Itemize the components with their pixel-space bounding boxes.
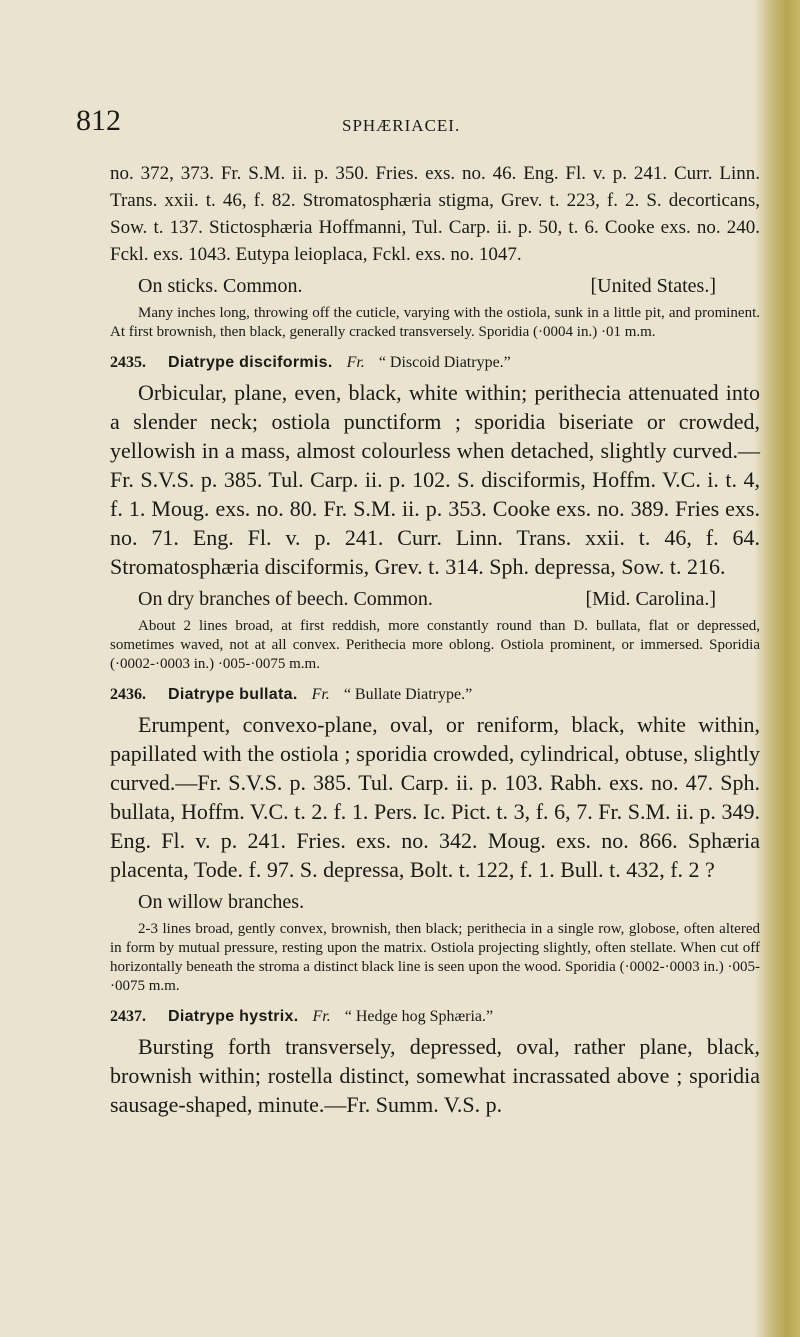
species-common-name: “ Bullate Diatrype.” [343,686,473,703]
page-edge-shadow [754,0,800,1337]
habitat-text: On dry branches of beech. Common. [138,588,433,610]
species-description: Bursting forth transversely, depressed, oval, rather plane, black, brownish within; rostella distinct, somewhat incrassated above ; sporidia sausage-shaped, minute.—Fr. Summ. V.S. p. [110,1034,760,1117]
habitat-text: On sticks. Common. [138,275,303,297]
intro-habitat [138,272,760,300]
species-habitat [138,585,760,613]
species-heading [110,1008,760,1026]
intro-references: no. 372, 373. Fr. S.M. ii. p. 350. Fries. exs. no. 46. Eng. Fl. v. p. 241. Curr. Linn. Trans. xxii. t. 46, f. 82. Stromatosphæria stigma, Grev. t. 223, f. 2. S. decorticans, Sow. t. 137. Stictosphæria Hoffmanni, Tul. Carp. ii. p. 50, t. 6. Cooke exs. no. 240. Fckl. exs. 1043. Eutypa leioplaca, Fckl. exs. no. 1047. [110,163,760,265]
species-description: Orbicular, plane, even, black, white within; perithecia attenuated into a slender neck; ostiola punctiform ; sporidia biseriate or crowded, yellowish in a mass, almost colourless when detached, slightly curved.—Fr. S.V.S. p. 385. Tul. Carp. ii. p. 102. S. disciformis, Hoffm. V.C. i. t. 4, f. 1. Moug. exs. no. 80. Fr. S.M. ii. p. 353. Cooke exs. no. 389. Fries exs. no. 71. Eng. Fl. v. p. 241. Curr. Linn. Trans. xxii. t. 46, f. 64. Stromatosphæria disciformis, Grev. t. 314. Sph. depressa, Sow. t. 216. [110,380,760,579]
habitat-text: On willow branches. [138,891,305,913]
species-authority: Fr. [346,354,365,371]
species-common-name: “ Hedge hog Sphæria.” [344,1008,494,1025]
species-description: Erumpent, convexo-plane, oval, or reniform, black, white within, papillated with the ostiola ; sporidia crowded, cylindrical, obtuse, slightly curved.—Fr. S.V.S. p. 385. Tul. Carp. ii. p. 103. Rabh. exs. no. 47. Sph. bullata, Hoffm. V.C. t. 2. f. 1. Pers. Ic. Pict. t. 3, f. 6, 7. Fr. S.M. ii. p. 349. Eng. Fl. v. p. 241. Fries. exs. no. 342. Moug. exs. no. 866. Sphæria placenta, Tode. f. 97. S. depressa, Bolt. t. 122, f. 1. Bull. t. 432, f. 2 ? [110,712,760,882]
species-heading [110,354,760,372]
page-body [110,160,760,1119]
species-name: Diatrype hystrix. [168,1008,299,1025]
page-number: 812 [76,104,121,137]
habitat-region: [United States.] [590,275,716,297]
species-common-name: “ Discoid Diatrype.” [378,354,511,371]
species-name: Diatrype bullata. [168,686,298,703]
species-habitat [138,888,760,916]
species-name: Diatrype disciformis. [168,354,333,371]
species-note: About 2 lines broad, at first reddish, more constantly round than D. bullata, flat or depressed, sometimes waved, not at all convex. Perithecia more oblong. Ostiola prominent, or immersed. Sporidia (·0002-·0003 in.) ·005-·0075 m.m. [110,618,760,672]
species-note: 2-3 lines broad, gently convex, brownish, then black; perithecia in a single row, globose, often altered in form by mutual pressure, resting upon the matrix. Ostiola projecting slightly, often stellate. When cut off horizontally beneath the stroma a distinct black line is seen upon the wood. Sporidia (·0002-·0003 in.) ·005-·0075 m.m. [110,921,760,994]
species-authority: Fr. [312,1008,331,1025]
species-number: 2436. [110,686,146,703]
species-number: 2435. [110,354,146,371]
species-heading [110,686,760,704]
intro-note: Many inches long, throwing off the cuticle, varying with the ostiola, sunk in a little pit, and prominent. At first brownish, then black, generally cracked transversely. Sporidia (·0004 in.) ·01 m.m. [110,305,760,340]
species-number: 2437. [110,1008,146,1025]
running-head: SPHÆRIACEI. [342,116,461,135]
habitat-region: [Mid. Carolina.] [585,588,716,610]
species-authority: Fr. [311,686,330,703]
